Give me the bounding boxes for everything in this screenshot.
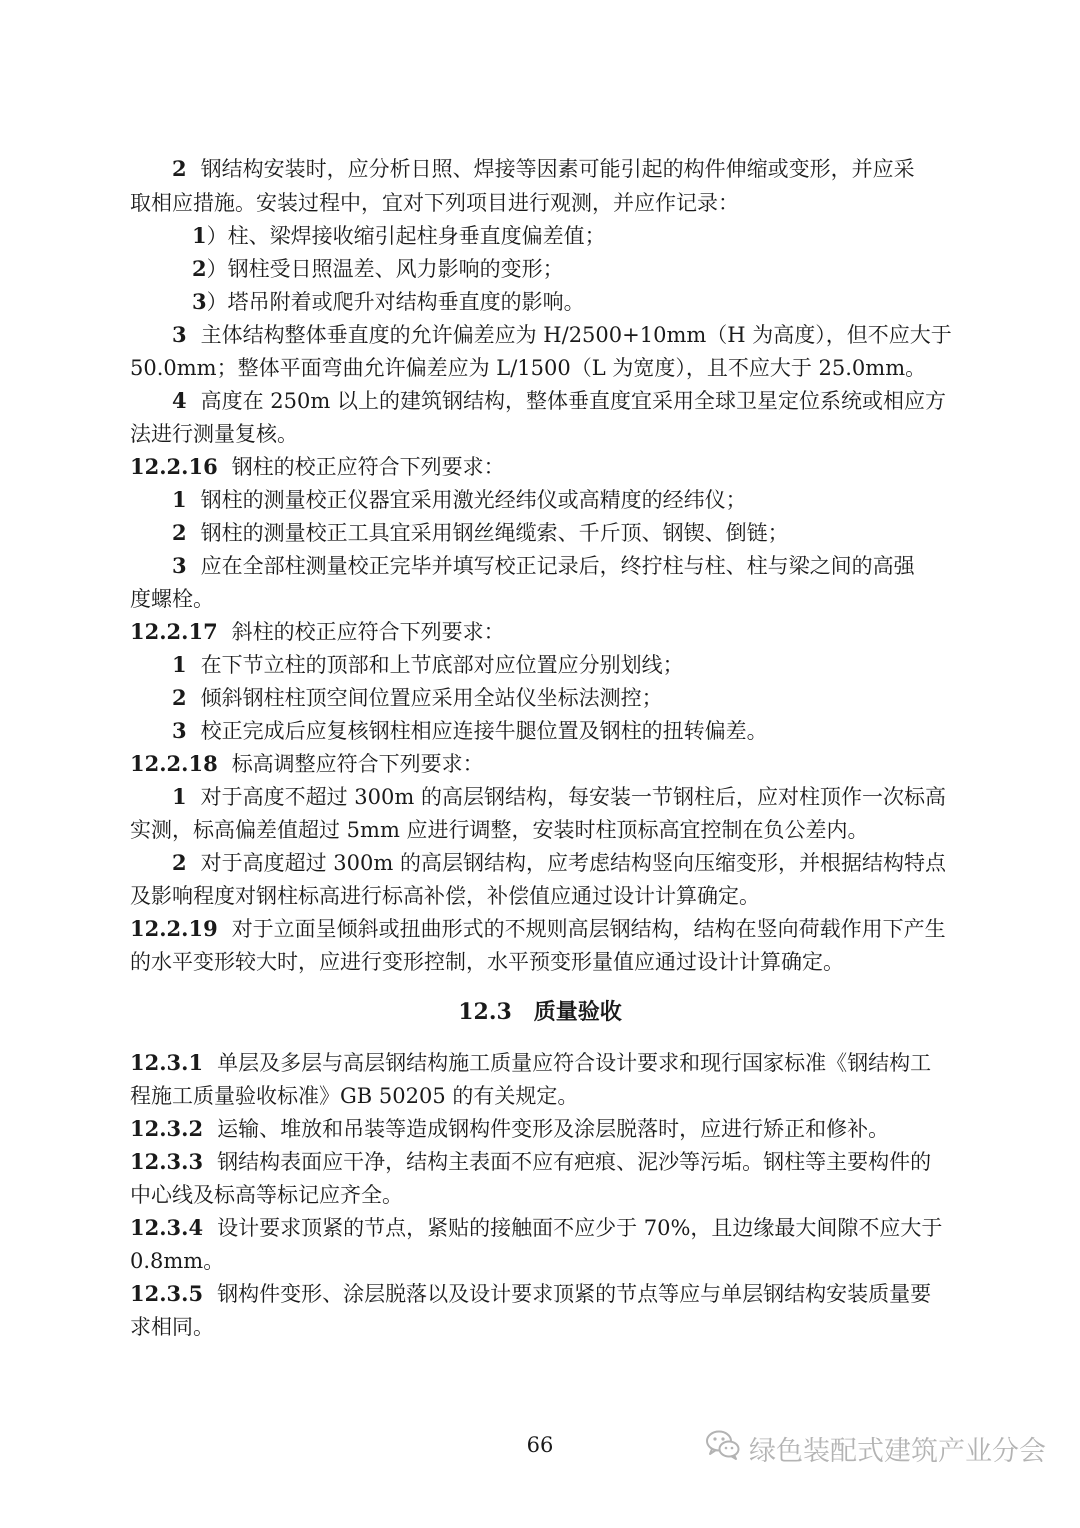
sub-item: 2）钢柱受日照温差、风力影响的变形；: [192, 256, 564, 281]
clause-item: 1 对于高度不超过 300m 的高层钢结构，每安装一节钢柱后，应对柱顶作一次标高: [172, 784, 946, 809]
clause-12-3-2: 12.3.2 运输、堆放和吊装等造成钢构件变形及涂层脱落时，应进行矫正和修补。: [130, 1116, 890, 1141]
page-number: 66: [526, 1433, 554, 1457]
clause-item: 1 钢柱的测量校正仪器宜采用激光经纬仪或高精度的经纬仪；: [172, 487, 747, 512]
text-line: 50.0mm；整体平面弯曲允许偏差应为 L/1500（L 为宽度），且不应大于 25.0mm。: [130, 356, 927, 380]
text-line: 度螺栓。: [130, 587, 214, 611]
sub-item: 3）塔吊附着或爬升对结构垂直度的影响。: [192, 289, 585, 314]
clause-12-3-5: 12.3.5 钢构件变形、涂层脱落以及设计要求顶紧的节点等应与单层钢结构安装质量要: [130, 1281, 932, 1306]
clause-item: 2 对于高度超过 300m 的高层钢结构，应考虑结构竖向压缩变形，并根据结构特点: [172, 850, 946, 875]
clause-item: 3 主体结构整体垂直度的允许偏差应为 H/2500+10mm（H 为高度），但不应大于: [172, 322, 952, 347]
text-line: 程施工质量验收标准》GB 50205 的有关规定。: [130, 1084, 579, 1108]
wechat-icon: [705, 1429, 741, 1468]
text-line: 法进行测量复核。: [130, 422, 298, 446]
clause-item: 4 高度在 250m 以上的建筑钢结构，整体垂直度宜采用全球卫星定位系统或相应方: [172, 388, 946, 413]
watermark: [705, 1428, 1046, 1468]
clause-12-3-4: 12.3.4 设计要求顶紧的节点，紧贴的接触面不应少于 70%，且边缘最大间隙不应大于: [130, 1215, 943, 1240]
watermark-text: 绿色装配式建筑产业分会: [749, 1435, 1046, 1467]
clause-item: 2 钢结构安装时，应分析日照、焊接等因素可能引起的构件伸缩或变形，并应采: [172, 156, 915, 181]
clause-item: 2 钢柱的测量校正工具宜采用钢丝绳缆索、千斤顶、钢锲、倒链；: [172, 520, 789, 545]
clause-12-3-1: 12.3.1 单层及多层与高层钢结构施工质量应符合设计要求和现行国家标准《钢结构工: [130, 1050, 932, 1075]
sub-item: 1）柱、梁焊接收缩引起柱身垂直度偏差值；: [192, 223, 606, 248]
clause-12-2-17: 12.2.17 斜柱的校正应符合下列要求：: [130, 619, 505, 644]
clause-item: 2 倾斜钢柱柱顶空间位置应采用全站仪坐标法测控；: [172, 685, 663, 710]
text-line: 及影响程度对钢柱标高进行标高补偿，补偿值应通过设计计算确定。: [130, 884, 760, 908]
text-line: 取相应措施。安装过程中，宜对下列项目进行观测，并应作记录：: [130, 191, 739, 215]
section-heading: 12.3 质量验收: [458, 999, 622, 1025]
clause-item: 3 应在全部柱测量校正完毕并填写校正记录后，终拧柱与柱、柱与梁之间的高强: [172, 553, 915, 578]
text-line: 中心线及标高等标记应齐全。: [130, 1183, 403, 1207]
text-line: 的水平变形较大时，应进行变形控制，水平预变形量值应通过设计计算确定。: [130, 950, 844, 974]
text-line: 0.8mm。: [130, 1249, 225, 1273]
clause-12-2-16: 12.2.16 钢柱的校正应符合下列要求：: [130, 454, 505, 479]
text-line: 实测，标高偏差值超过 5mm 应进行调整，安装时柱顶标高宜控制在负公差内。: [130, 818, 869, 842]
clause-12-2-18: 12.2.18 标高调整应符合下列要求：: [130, 751, 484, 776]
clause-12-2-19: 12.2.19 对于立面呈倾斜或扭曲形式的不规则高层钢结构，结构在竖向荷载作用下产生: [130, 916, 946, 941]
text-line: 求相同。: [130, 1315, 214, 1339]
clause-item: 3 校正完成后应复核钢柱相应连接牛腿位置及钢柱的扭转偏差。: [172, 718, 768, 743]
clause-item: 1 在下节立柱的顶部和上节底部对应位置应分别划线；: [172, 652, 684, 677]
clause-12-3-3: 12.3.3 钢结构表面应干净，结构主表面不应有疤痕、泥沙等污垢。钢柱等主要构件的: [130, 1149, 932, 1174]
